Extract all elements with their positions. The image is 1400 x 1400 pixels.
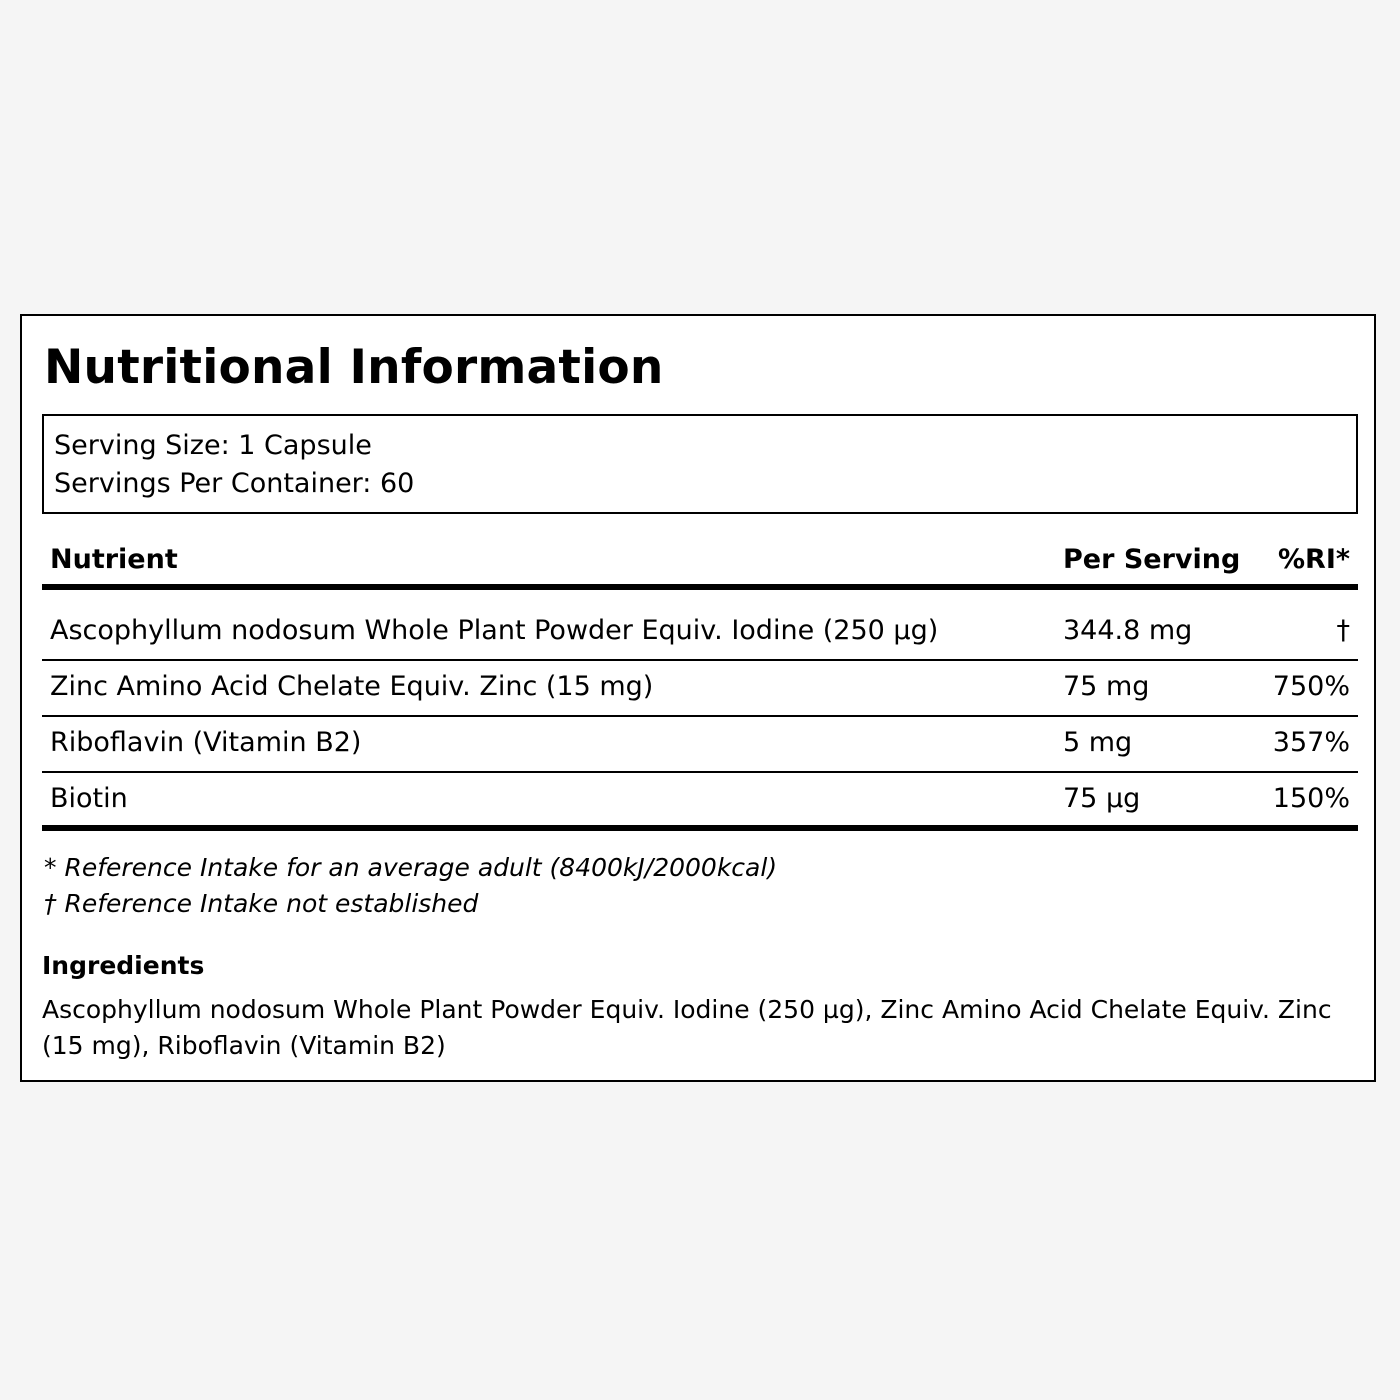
nutrient-per-serving: 75 mg — [1063, 671, 1150, 702]
nutrient-per-serving: 75 µg — [1063, 783, 1141, 814]
nutrient-name: Zinc Amino Acid Chelate Equiv. Zinc (15 mg) — [50, 671, 654, 702]
nutrient-ri: 150% — [1272, 783, 1350, 814]
header-nutrient: Nutrient — [50, 544, 178, 575]
ingredients-heading: Ingredients — [42, 951, 205, 980]
nutrition-label — [20, 314, 1376, 1082]
servings-per-container: Servings Per Container: 60 — [54, 468, 415, 499]
nutrient-per-serving: 5 mg — [1063, 727, 1133, 758]
header-per-serving: Per Serving — [1063, 544, 1241, 575]
nutrient-per-serving: 344.8 mg — [1063, 615, 1193, 646]
footnote-reference-intake: * Reference Intake for an average adult (8400kJ/2000kcal) — [44, 853, 778, 882]
table-row — [42, 717, 1358, 773]
serving-info-box — [42, 414, 1358, 514]
table-header — [42, 538, 1358, 590]
header-ri: %RI* — [1277, 544, 1350, 575]
footnote-not-established: † Reference Intake not established — [44, 889, 479, 918]
nutrient-name: Riboflavin (Vitamin B2) — [50, 727, 362, 758]
table-body — [42, 590, 1358, 831]
nutrient-ri: † — [1336, 615, 1350, 646]
nutrient-name: Ascophyllum nodosum Whole Plant Powder Equiv. Iodine (250 µg) — [50, 615, 939, 646]
footnotes — [44, 850, 777, 922]
serving-size: Serving Size: 1 Capsule — [54, 430, 372, 461]
nutrient-ri: 357% — [1272, 727, 1350, 758]
nutrient-ri: 750% — [1272, 671, 1350, 702]
nutrient-name: Biotin — [50, 783, 128, 814]
nutrient-table — [42, 538, 1358, 831]
table-row — [42, 661, 1358, 717]
table-row — [42, 605, 1358, 661]
table-row — [42, 773, 1358, 831]
label-title: Nutritional Information — [44, 340, 664, 395]
ingredients-text: Ascophyllum nodosum Whole Plant Powder Equiv. Iodine (250 µg), Zinc Amino Acid Chelate Equiv. Zinc (15 mg), Riboflavin (Vitamin B2) — [42, 995, 1332, 1060]
